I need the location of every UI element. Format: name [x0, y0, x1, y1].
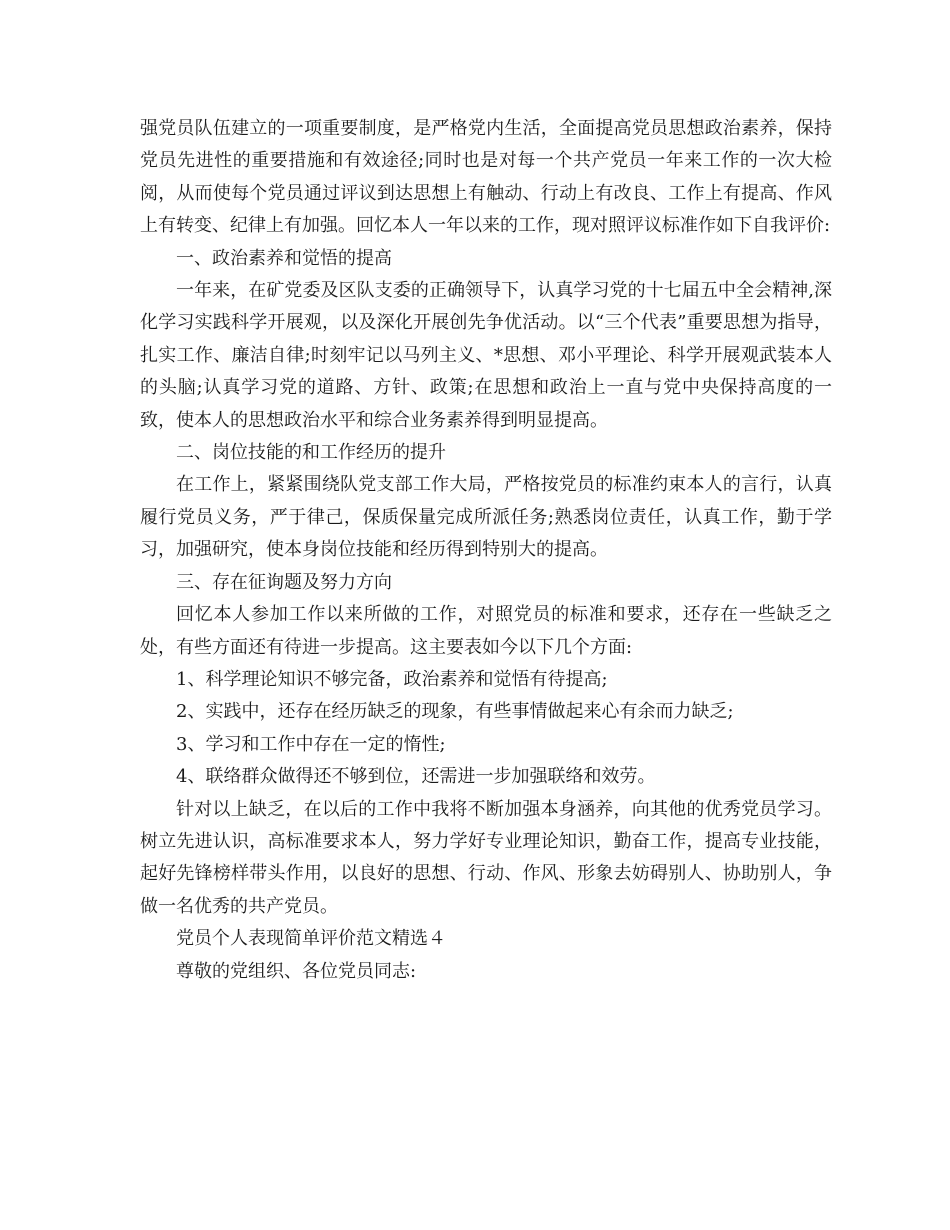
list-item-2: 2、实践中，还存在经历缺乏的现象，有些事情做起来心有余而力缺乏; — [176, 701, 734, 723]
paragraph-improvement: 针对以上缺乏，在以后的工作中我将不断加强本身涵养，向其他的优秀党员学习。树立先进认识，高标准要求本人，努力学好专业理论知识，勤奋工作，提高专业技能，起好先锋榜样带头作用，以良好的思想、行动、作风、形象去妨碍别人、协助别人，争做一名优秀的共产党员。 — [140, 798, 832, 917]
paragraph-political: 一年来，在矿党委及区队支委的正确领导下，认真学习党的十七届五中全会精神,深化学习实践科学开展观，以及深化开展创先争优活动。以“三个代表”重要思想为指导，扎实工作、廉洁自律;时刻牢记以马列主义、*思想、邓小平理论、科学开展观武装本人的头脑;认真学习党的道路、方针、政策;在思想和政治上一直与党中央保持高度的一致，使本人的思想政治水平和综合业务素养得到明显提高。 — [140, 280, 832, 431]
section-heading-problems: 三、存在征询题及努力方向 — [176, 571, 392, 593]
list-item-4: 4、联络群众做得还不够到位，还需进一步加强联络和效劳。 — [176, 766, 656, 788]
section-heading-political: 一、政治素养和觉悟的提高 — [176, 247, 392, 269]
paragraph-skills: 在工作上，紧紧围绕队党支部工作大局，严格按党员的标准约束本人的言行，认真履行党员义务，严于律己，保质保量完成所派任务;熟悉岗位责任，认真工作，勤于学习，加强研究，使本身岗位技能和经历得到特别大的提高。 — [140, 474, 832, 561]
section-heading-skills: 二、岗位技能的和工作经历的提升 — [176, 442, 446, 464]
paragraph-intro-continued: 强党员队伍建立的一项重要制度，是严格党内生活，全面提高党员思想政治素养，保持党员先进性的重要措施和有效途径;同时也是对每一个共产党员一年来工作的一次大检阅，从而使每个党员通过评议到达思想上有触动、行动上有改良、工作上有提高、作风上有转变、纪律上有加强。回忆本人一年以来的工作，现对照评议标准作如下自我评价: — [140, 118, 832, 237]
article-title-4: 党员个人表现简单评价范文精选４ — [176, 928, 446, 950]
document-body — [140, 113, 832, 988]
salutation: 尊敬的党组织、各位党员同志: — [176, 960, 417, 982]
list-item-3: 3、学习和工作中存在一定的惰性; — [176, 733, 446, 755]
paragraph-problems: 回忆本人参加工作以来所做的工作，对照党员的标准和要求，还存在一些缺乏之处，有些方面还有待进一步提高。这主要表如今以下几个方面: — [140, 604, 832, 658]
list-item-1: 1、科学理论知识不够完备，政治素养和觉悟有待提高; — [176, 668, 608, 690]
